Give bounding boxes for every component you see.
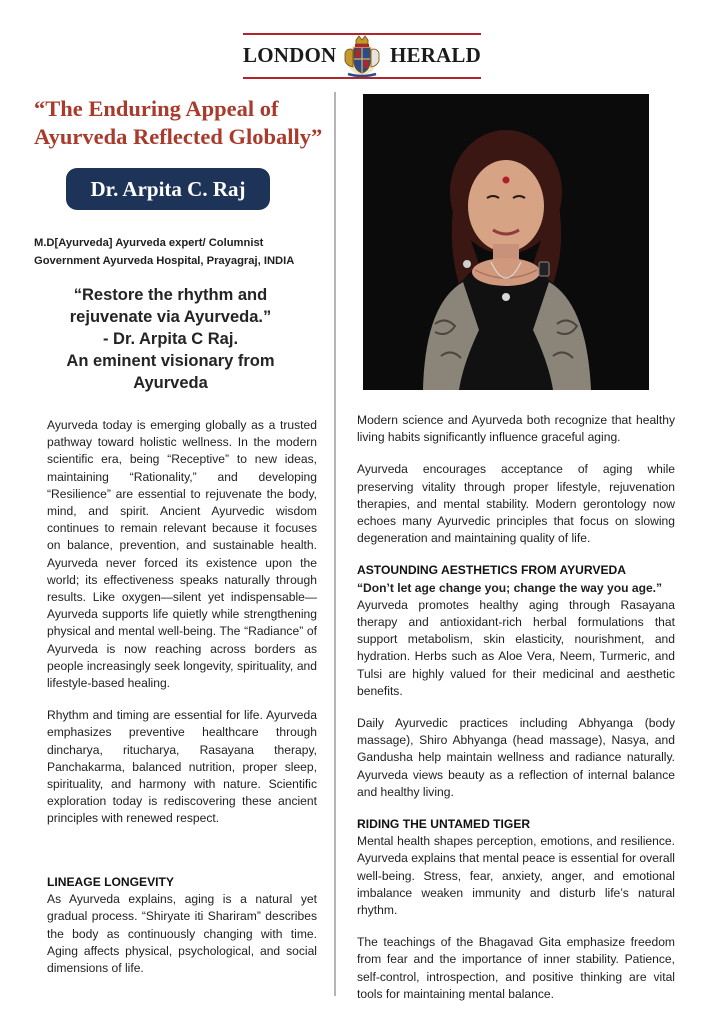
portrait-illustration [363, 94, 649, 390]
pullquote-line-5: Ayurveda [133, 374, 208, 392]
pullquote-line-1: “Restore the rhythm and [73, 286, 268, 304]
author-credentials [34, 234, 334, 270]
lineage-heading: LINEAGE LONGEVITY [47, 875, 174, 889]
aesthetics-heading: ASTOUNDING AESTHETICS FROM AYURVEDA [357, 563, 627, 578]
masthead-title-left: LONDON [243, 43, 337, 67]
lineage-section [47, 874, 317, 992]
right-paragraph-2: Ayurveda encourages acceptance of aging while preserving vitality through proper lifestyle, rejuvenation therapies, and mental stability. Modern gerontology now echoes many Ayurvedic principles that focus on slowing degeneration and maintaining quality of life. [357, 462, 675, 546]
pullquote-line-2: rejuvenate via Ayurveda.” [69, 308, 272, 326]
gita-paragraph: The teachings of the Bhagavad Gita emphasize freedom from fear and the importance of inner stability. Patience, self-control, introspection, and positive thinking are vital tools for maintaining mental balance. [357, 935, 675, 1001]
left-paragraph-1: Ayurveda today is emerging globally as a trusted pathway toward holistic wellness. In the modern scientific era, being “Receptive” to new ideas, maintaining “Rationality,” and developing “Resilience” are essential to rejuvenate the body, mind, and spirit. Ancient Ayurvedic wisdom continues to remain relevant because it focuses on balance, prevention, and sustainable health. Ayurveda never forced its existence upon the world; its effectiveness speaks naturally through results. Like oxygen—silent yet indispensable—Ayurveda supports life quietly while strengthening physical and mental well-being. The “Radiance” of Ayurveda is now reaching across borders as people increasingly seek longevity, spirituality, and lifestyle-based healing. [47, 418, 317, 691]
author-name-badge: Dr. Arpita C. Raj [66, 168, 270, 210]
royal-crest-icon [339, 33, 385, 79]
right-paragraph-1: Modern science and Ayurveda both recognize that healthy living habits significantly influence graceful aging. [357, 413, 675, 445]
headline-line-1: “The Enduring Appeal of [34, 96, 279, 121]
aesthetics-paragraph: Ayurveda promotes healthy aging through Rasayana therapy and antioxidant-rich herbal formulations that support metabolism, skin elasticity, nourishment, and hydration. Herbs such as Aloe Vera, Neem, Turmeric, and Tulsi are highly valued for their medicinal and aesthetic benefits. [357, 597, 675, 698]
column-divider [334, 92, 336, 996]
credential-line-2: Government Ayurveda Hospital, Prayagraj, INDIA [34, 255, 295, 267]
masthead-title-right: HERALD [389, 43, 481, 67]
credential-line-1: M.D[Ayurveda] Ayurveda expert/ Columnist [34, 237, 264, 249]
tiger-heading: RIDING THE UNTAMED TIGER [357, 817, 531, 832]
left-paragraph-2: Rhythm and timing are essential for life. Ayurveda emphasizes preventive healthcare through dincharya, ritucharya, Rasayana therapy, Panchakarma, balanced nutrition, proper sleep, spirituality, and harmony with nature. Scientific exploration today is rediscovering these ancient principles with renewed respect. [47, 708, 317, 826]
practices-paragraph: Daily Ayurvedic practices including Abhyanga (body massage), Shiro Abhyanga (head massage), Nasya, and Gandusha help maintain wellness and radiance naturally. Ayurveda views beauty as a reflection of internal balance and healthy living. [357, 716, 675, 799]
pullquote-line-4: An eminent visionary from [66, 352, 275, 370]
pull-quote [34, 284, 307, 394]
article-headline [34, 95, 334, 151]
masthead [243, 31, 481, 83]
aesthetics-quote: “Don’t let age change you; change the way you age.” [357, 580, 663, 595]
headline-line-2: Ayurveda Reflected Globally” [34, 124, 323, 149]
author-portrait-photo [363, 94, 649, 390]
right-column-body [357, 412, 675, 1018]
lineage-paragraph: As Ayurveda explains, aging is a natural yet gradual process. “Shiryate iti Shariram” describes the body as continuously changing with time. Aging affects physical, psychological, and social dimensions of life. [47, 892, 317, 976]
tiger-paragraph: Mental health shapes perception, emotions, and resilience. Ayurveda explains that mental peace is essential for overall well-being. Stress, fear, anxiety, anger, and emotional imbalance weaken immunity and disturb life’s natural rhythm. [357, 834, 675, 918]
left-column-body [47, 417, 317, 843]
masthead-bottom-rule [243, 77, 481, 79]
pullquote-line-3: - Dr. Arpita C Raj. [102, 330, 239, 348]
